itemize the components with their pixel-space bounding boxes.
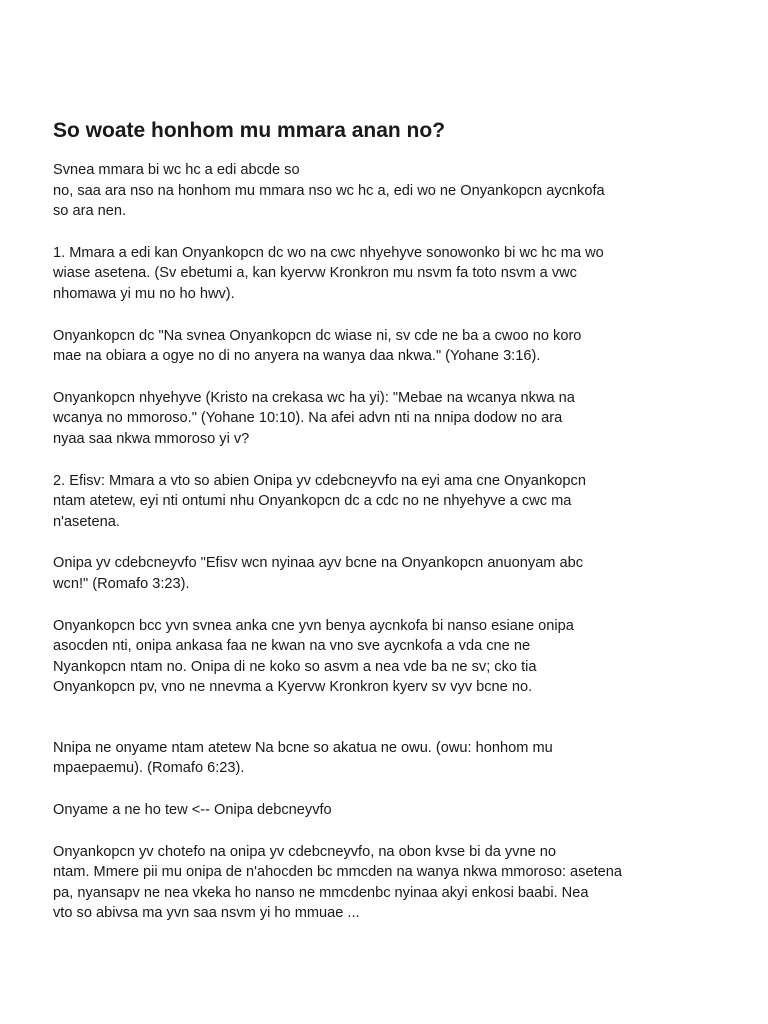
paragraph-rule-two (53, 471, 733, 533)
paragraph-line: nhomawa yi mu no ho hwv). (53, 285, 235, 302)
paragraph-line: Nyankopcn ntam no. Onipa di ne koko so asvm a nea vde ba ne sv; cko tia (53, 658, 537, 675)
paragraph-line: wcn!" (Romafo 3:23). (53, 575, 190, 592)
paragraph-line: ntam. Mmere pii mu onipa de n'ahocden bc mmcden na wanya nkwa mmoroso: asetena (53, 864, 622, 881)
paragraph-line: Onyankopcn dc "Na svnea Onyankopcn dc wiase ni, sv cde ne ba a cwoo no koro (53, 327, 582, 344)
paragraph-line: Onyame a ne ho tew <-- Onipa debcneyvfo (53, 802, 332, 819)
paragraph-fellowship (53, 616, 733, 698)
paragraph-diagram-line (53, 800, 733, 821)
paragraph-line: so ara nen. (53, 203, 127, 220)
paragraph-line: n'asetena. (53, 513, 120, 530)
paragraph-line: Nnipa ne onyame ntam atetew Na bcne so akatua ne owu. (owu: honhom mu (53, 739, 553, 756)
document-title: So woate honhom mu mmara anan no? (53, 119, 446, 142)
paragraph-intro (53, 160, 733, 222)
paragraph-sinner (53, 553, 733, 594)
paragraph-line: Onyankopcn pv, vno ne nnevma a Kyervw Kronkron kyerv sv vyv bcne no. (53, 679, 533, 696)
document-page (53, 118, 733, 945)
paragraph-line: Onyankopcn bcc yvn svnea anka cne yvn benya aycnkofa bi nanso esiane onipa (53, 617, 574, 634)
paragraph-line: nyaa saa nkwa mmoroso yi v? (53, 430, 250, 447)
paragraph-line: mpaepaemu). (Romafo 6:23). (53, 760, 245, 777)
paragraph-line: 1. Mmara a edi kan Onyankopcn dc wo na cwc nhyehyve sonowonko bi wc hc ma wo (53, 244, 604, 261)
paragraph-god-plan (53, 388, 733, 450)
paragraph-holy-god (53, 842, 733, 924)
paragraph-line: Onyankopcn yv chotefo na onipa yv cdebcneyvfo, na obon kvse bi da yvne no (53, 843, 556, 860)
paragraph-line: vto so abivsa ma yvn saa nsvm yi ho mmuae ... (53, 905, 360, 922)
paragraph-line: ntam atetew, eyi nti ontumi nhu Onyankopcn dc a cdc no ne nhyehyve a cwc ma (53, 493, 572, 510)
paragraph-line: Svnea mmara bi wc hc a edi abcde so (53, 162, 300, 178)
paragraph-god-loves (53, 326, 733, 367)
paragraph-line: wiase asetena. (Sv ebetumi a, kan kyervw Kronkron mu nsvm fa toto nsvm a vwc (53, 265, 577, 282)
paragraph-line: mae na obiara a ogye no di no anyera na wanya daa nkwa." (Yohane 3:16). (53, 348, 541, 365)
paragraph-line: Onyankopcn nhyehyve (Kristo na crekasa wc ha yi): "Mebae na wcanya nkwa na (53, 389, 575, 406)
paragraph-line: wcanya no mmoroso." (Yohane 10:10). Na afei advn nti na nnipa dodow no ara (53, 410, 563, 427)
paragraph-line: pa, nyansapv ne nea vkeka ho nanso ne mmcdenbc nyinaa akyi enkosi baabi. Nea (53, 884, 589, 901)
paragraph-line: 2. Efisv: Mmara a vto so abien Onipa yv cdebcneyvfo na eyi ama cne Onyankopcn (53, 472, 586, 489)
paragraph-line: asocden nti, onipa ankasa faa ne kwan na vno sve aycnkofa a vda cne ne (53, 638, 531, 655)
paragraph-line: Onipa yv cdebcneyvfo "Efisv wcn nyinaa ayv bcne na Onyankopcn anuonyam abc (53, 555, 584, 572)
paragraph-rule-one (53, 243, 733, 305)
paragraph-line: no, saa ara nso na honhom mu mmara nso wc hc a, edi wo ne Onyankopcn aycnkofa (53, 182, 605, 199)
paragraph-separation (53, 738, 733, 779)
